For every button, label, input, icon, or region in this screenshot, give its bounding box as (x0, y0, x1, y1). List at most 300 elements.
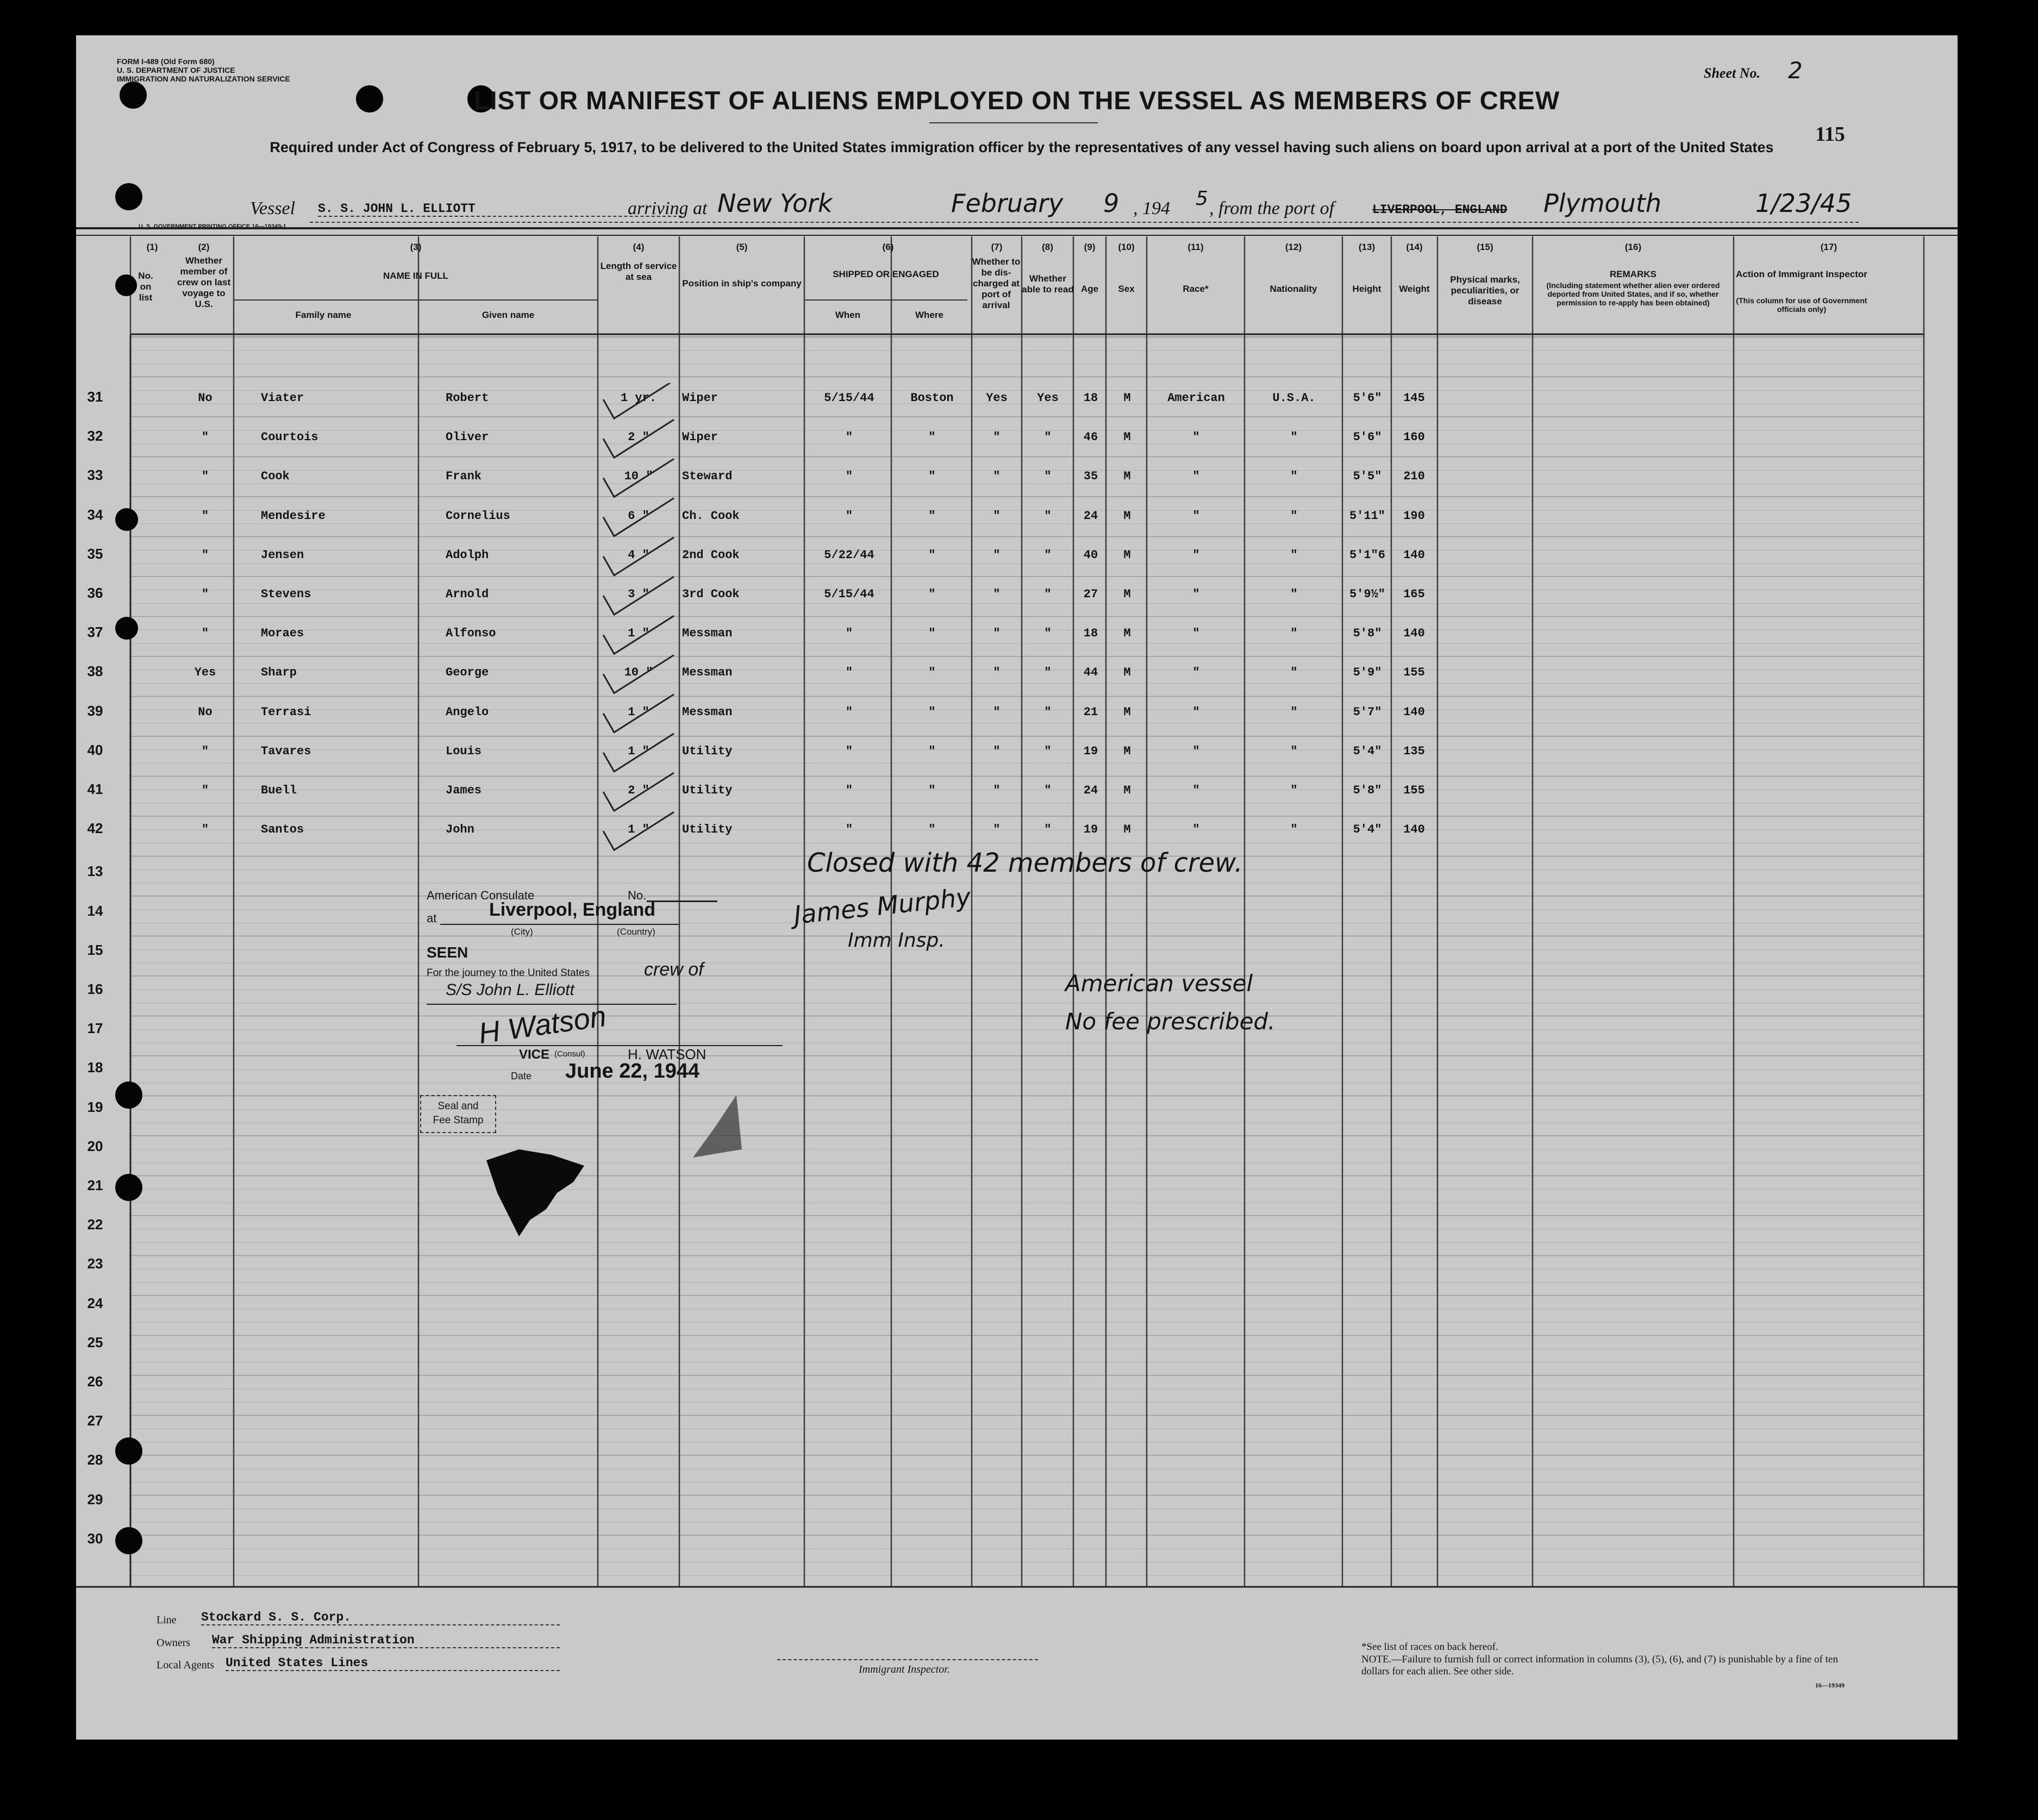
cell-family: Tavares (261, 744, 311, 758)
cell-prev: " (201, 627, 209, 641)
cell-height: 5'8" (1353, 627, 1382, 641)
cell-service: 3 " (628, 587, 649, 601)
cell-prev: " (201, 744, 209, 758)
empty-row-number: 13 (87, 863, 103, 880)
cell-height: 5'7" (1353, 705, 1382, 719)
empty-row-number: 15 (87, 941, 103, 958)
arrival-day: 9 (1103, 189, 1120, 218)
cell-service: 1 yr. (620, 391, 657, 405)
cell-when: 5/15/44 (824, 391, 874, 405)
cell-weight: 145 (1403, 391, 1425, 405)
vessel-line-rule (310, 222, 1859, 223)
cell-position: 3rd Cook (682, 587, 740, 601)
form-identifier: FORM I-489 (Old Form 680) U. S. DEPARTMENT OF JUSTICE IMMIGRATION AND NATURALIZATION SERVICE (117, 57, 290, 83)
cell-height: 5'4" (1353, 744, 1382, 758)
check-mark (603, 383, 674, 418)
footer-owners-label: Owners (157, 1637, 191, 1649)
cell-service: 1 " (628, 627, 649, 641)
header-physical: Physical marks, peculiarities, or disease (1450, 274, 1520, 307)
cell-service: 1 " (628, 705, 649, 719)
footer-note: NOTE.—Failure to furnish full or correct information in columns (3), (5), (6), and (7) is punishable by a fine of ten dollars for each alien. See other side. (1361, 1654, 1838, 1677)
cell-disch: " (993, 666, 1001, 680)
cell-disch: " (993, 627, 1001, 641)
header-race: Race* (1183, 284, 1209, 294)
seal-line-1: Seal and (437, 1100, 479, 1112)
cell-family: Stevens (261, 587, 311, 601)
header-sex: Sex (1118, 284, 1135, 294)
cell-race: " (1192, 470, 1200, 484)
row-number: 40 (87, 741, 103, 758)
vessel-name: S. S. JOHN L. ELLIOTT (318, 202, 682, 217)
consulate-officer: H. WATSON (628, 1046, 707, 1062)
cell-height: 5'9" (1353, 666, 1382, 680)
cell-prev: " (201, 784, 209, 797)
cell-nat: " (1290, 509, 1298, 523)
cell-when: " (845, 744, 853, 758)
consulate-crew-of: crew of (644, 959, 704, 980)
closed-crew-note: Closed with 42 members of crew. (807, 848, 1243, 878)
cell-where: " (928, 470, 936, 484)
cell-race: American (1167, 391, 1225, 405)
inspector-title: Imm Insp. (848, 929, 945, 952)
cell-read: " (1044, 784, 1052, 797)
cell-service: 10 " (624, 666, 653, 680)
cell-where: " (928, 705, 936, 719)
footer-form-code: 16—19349 (1815, 1681, 1845, 1689)
cell-prev: Yes (194, 666, 216, 680)
sheet-number-value: 2 (1788, 57, 1803, 84)
cell-given: Oliver (446, 430, 489, 445)
cell-prev: No (198, 705, 212, 719)
from-port-written: Plymouth (1543, 189, 1662, 218)
cell-when: " (845, 705, 853, 719)
cell-height: 5'1"6 (1349, 548, 1385, 562)
cell-where: " (928, 548, 936, 562)
check-marks (565, 383, 761, 883)
cell-position: Wiper (682, 430, 718, 445)
consulate-journey-text: For the journey to the United States (427, 967, 590, 979)
cell-position: Utility (682, 744, 733, 758)
empty-row-number: 17 (87, 1020, 103, 1037)
check-mark (603, 812, 674, 850)
row-number: 34 (87, 506, 103, 523)
from-date-written: 1/23/45 (1755, 189, 1852, 218)
cell-service: 2 " (628, 784, 649, 797)
consulate-no-rule (647, 900, 717, 902)
cell-weight: 140 (1403, 627, 1425, 641)
footer-agents-value: United States Lines (226, 1656, 560, 1671)
check-mark (603, 459, 674, 497)
cell-position: Ch. Cook (682, 509, 740, 523)
cell-where: " (928, 627, 936, 641)
cell-disch: " (993, 744, 1001, 758)
cell-service: 10 " (624, 470, 653, 484)
american-vessel-note: American vessel (1065, 970, 1253, 997)
cell-age: 18 (1083, 391, 1098, 405)
header-length-service: Length of service at sea (600, 261, 677, 282)
column-number: (1) (146, 242, 158, 252)
cell-family: Mendesire (261, 509, 326, 523)
row-number: 41 (87, 781, 103, 797)
cell-when: " (845, 666, 853, 680)
footer-line-label: Line (157, 1614, 177, 1626)
cell-disch: " (993, 587, 1001, 601)
cell-position: 2nd Cook (682, 548, 740, 562)
cell-service: 4 " (628, 548, 649, 562)
cell-family: Jensen (261, 548, 304, 562)
row-number: 42 (87, 820, 103, 837)
header-discharged: Whether to be dis-charged at port of arrival (972, 257, 1021, 310)
header-no-on-list: No. on list (138, 271, 153, 303)
column-number: (5) (736, 242, 748, 252)
cell-sex: M (1123, 587, 1131, 601)
header-remarks: REMARKS (1610, 269, 1656, 279)
check-mark (603, 655, 674, 693)
footer-inspector-label: Immigrant Inspector. (859, 1663, 950, 1675)
cell-race: " (1192, 509, 1200, 523)
cell-prev: " (201, 430, 209, 445)
manifest-sheet (76, 35, 1958, 1740)
empty-row-number: 29 (87, 1491, 103, 1508)
consulate-city-label: (City) (511, 927, 533, 937)
cell-height: 5'11" (1349, 509, 1385, 523)
cell-family: Moraes (261, 627, 304, 641)
cell-read: Yes (1037, 391, 1059, 405)
empty-row-number: 22 (87, 1216, 103, 1233)
cell-family: Viater (261, 391, 304, 405)
cell-when: 5/15/44 (824, 587, 874, 601)
column-number: (3) (410, 242, 422, 252)
year-prefix: , 194 (1133, 198, 1170, 218)
cell-race: " (1192, 548, 1200, 562)
cell-race: " (1192, 666, 1200, 680)
footer-agents-label: Local Agents (157, 1659, 215, 1671)
header-where: Where (915, 310, 943, 320)
consulate-at-label: at (427, 911, 437, 925)
column-number: (13) (1358, 242, 1376, 252)
cell-nat: " (1290, 666, 1298, 680)
consulate-date-value: June 22, 1944 (565, 1060, 700, 1083)
cell-disch: " (993, 548, 1001, 562)
empty-row-number: 20 (87, 1137, 103, 1154)
cell-given: Alfonso (446, 627, 496, 641)
cell-position: Messman (682, 705, 733, 719)
empty-row-number: 18 (87, 1059, 103, 1076)
cell-where: " (928, 784, 936, 797)
cell-read: " (1044, 587, 1052, 601)
check-mark (603, 420, 674, 458)
row-number: 32 (87, 428, 103, 445)
cell-disch: " (993, 509, 1001, 523)
consulate-vessel: S/S John L. Elliott (446, 981, 574, 999)
cell-prev: " (201, 548, 209, 562)
cell-when: " (845, 509, 853, 523)
empty-row-number: 27 (87, 1412, 103, 1429)
inspector-signature-rule (777, 1659, 1038, 1660)
cell-race: " (1192, 627, 1200, 641)
title-underline (929, 122, 1098, 123)
page-title: LIST OR MANIFEST OF ALIENS EMPLOYED ON THE VESSEL AS MEMBERS OF CREW (473, 86, 1560, 115)
cell-weight: 165 (1403, 587, 1425, 601)
header-action: Action of Immigrant Inspector (1736, 269, 1867, 279)
cell-age: 18 (1083, 627, 1098, 641)
consulate-label: American Consulate (427, 889, 535, 902)
cell-sex: M (1123, 391, 1131, 405)
column-number: (7) (991, 242, 1003, 252)
row-number: 39 (87, 702, 103, 719)
cell-family: Santos (261, 823, 304, 837)
footer-line-value: Stockard S. S. Corp. (201, 1610, 560, 1625)
column-number: (17) (1820, 242, 1837, 252)
cell-sex: M (1123, 470, 1131, 484)
consulate-vessel-rule (427, 1004, 677, 1005)
cell-weight: 190 (1403, 509, 1425, 523)
cell-sex: M (1123, 430, 1131, 445)
consulate-no-label: No. (628, 889, 647, 902)
cell-read: " (1044, 627, 1052, 641)
cell-where: " (928, 744, 936, 758)
empty-row-number: 26 (87, 1373, 103, 1390)
punch-hole (115, 274, 137, 296)
cell-race: " (1192, 823, 1200, 837)
cell-sex: M (1123, 823, 1131, 837)
cell-position: Utility (682, 784, 733, 797)
cell-nat: " (1290, 587, 1298, 601)
column-number: (2) (198, 242, 210, 252)
cell-when: " (845, 430, 853, 445)
year-suffix: 5 (1196, 187, 1208, 210)
cell-where: " (928, 430, 936, 445)
cell-family: Buell (261, 784, 297, 797)
consulate-country-label: (Country) (617, 927, 655, 937)
inspector-signature: James Murphy (792, 882, 972, 930)
cell-weight: 135 (1403, 744, 1425, 758)
row-number: 33 (87, 467, 103, 484)
consulate-signature-rule (457, 1045, 783, 1046)
cell-disch: " (993, 430, 1001, 445)
vessel-label: Vessel (250, 198, 296, 218)
punch-hole (115, 183, 142, 210)
header-nationality: Nationality (1270, 284, 1317, 294)
header-age: Age (1080, 284, 1099, 294)
check-mark (603, 734, 674, 772)
consulate-signature: H Watson (476, 999, 609, 1050)
cell-sex: M (1123, 705, 1131, 719)
check-mark (603, 498, 674, 536)
empty-row-number: 16 (87, 981, 103, 997)
cell-age: 27 (1083, 587, 1098, 601)
cell-sex: M (1123, 666, 1131, 680)
cell-given: Robert (446, 391, 489, 405)
arriving-port: New York (717, 189, 833, 218)
column-number: (8) (1042, 242, 1053, 252)
row-number: 38 (87, 663, 103, 680)
arrival-month: February (951, 189, 1064, 218)
cell-sex: M (1123, 627, 1131, 641)
header-action-note: (This column for use of Government officials only) (1736, 296, 1867, 314)
empty-row-number: 23 (87, 1255, 103, 1272)
cell-sex: M (1123, 784, 1131, 797)
cell-age: 46 (1083, 430, 1098, 445)
cell-nat: " (1290, 430, 1298, 445)
row-number: 31 (87, 389, 103, 405)
cell-family: Sharp (261, 666, 297, 680)
column-number: (15) (1477, 242, 1493, 252)
cell-disch: " (993, 705, 1001, 719)
header-prev-crew: Whether member of crew on last voyage to U.S. (177, 255, 231, 309)
row-number: 35 (87, 545, 103, 562)
cell-when: " (845, 470, 853, 484)
cell-where: " (928, 823, 936, 837)
cell-age: 40 (1083, 548, 1098, 562)
footer-races-note: *See list of races on back hereof. (1361, 1641, 1498, 1653)
check-mark (603, 616, 674, 654)
cell-service: 2 " (628, 430, 649, 445)
cell-nat: " (1290, 744, 1298, 758)
header-given-name: Given name (482, 310, 535, 320)
cell-prev: " (201, 470, 209, 484)
cell-prev: " (201, 823, 209, 837)
column-number: (11) (1187, 242, 1204, 252)
cell-when: 5/22/44 (824, 548, 874, 562)
seal-line-2: Fee Stamp (433, 1115, 484, 1126)
arriving-label: arriving at (628, 198, 708, 218)
header-shipped: SHIPPED OR ENGAGED (833, 269, 939, 279)
column-number: (6) (882, 242, 894, 252)
column-number: (14) (1406, 242, 1423, 252)
cell-prev: " (201, 509, 209, 523)
cell-race: " (1192, 744, 1200, 758)
cell-given: Adolph (446, 548, 489, 562)
header-name-in-full: NAME IN FULL (383, 271, 448, 281)
empty-row-number: 14 (87, 902, 103, 919)
consulate-seen: SEEN (427, 944, 468, 961)
footer-owners-value: War Shipping Administration (212, 1633, 560, 1648)
cell-given: George (446, 666, 489, 680)
cell-sex: M (1123, 548, 1131, 562)
cell-service: 1 " (628, 744, 649, 758)
cell-age: 19 (1083, 823, 1098, 837)
from-port-typed: LIVERPOOL, ENGLAND (1372, 203, 1508, 217)
cell-service: 6 " (628, 509, 649, 523)
ink-blot (486, 1149, 595, 1242)
cell-service: 1 " (628, 823, 649, 837)
header-remarks-note: (Including statement whether alien ever ordered deported from United States, and if so, whether permission to re-apply has been obtained) (1546, 281, 1720, 307)
cell-given: James (446, 784, 482, 797)
cell-read: " (1044, 509, 1052, 523)
no-fee-note: No fee prescribed. (1065, 1008, 1276, 1035)
cell-given: John (446, 823, 474, 837)
seal-box (420, 1095, 496, 1133)
cell-sex: M (1123, 509, 1131, 523)
cell-nat: " (1290, 705, 1298, 719)
consulate-city-rule (440, 924, 679, 925)
cell-nat: " (1290, 548, 1298, 562)
cell-when: " (845, 823, 853, 837)
row-number: 37 (87, 624, 103, 641)
cell-given: Angelo (446, 705, 489, 719)
page-number: 115 (1815, 123, 1845, 146)
column-number: (10) (1118, 242, 1135, 252)
cell-prev: " (201, 587, 209, 601)
empty-row-number: 28 (87, 1452, 103, 1468)
cell-age: 21 (1083, 705, 1098, 719)
cell-given: Frank (446, 470, 482, 484)
column-number: (4) (633, 242, 645, 252)
cell-disch: " (993, 470, 1001, 484)
cell-height: 5'5" (1353, 470, 1382, 484)
sheet-number-label: Sheet No. (1704, 65, 1760, 81)
printing-office: U. S. GOVERNMENT PRINTING OFFICE 16—19349-1 (139, 223, 287, 230)
check-mark (603, 537, 674, 576)
cell-nat: " (1290, 823, 1298, 837)
cell-given: Louis (446, 744, 482, 758)
from-port-label: , from the port of (1209, 198, 1335, 218)
cell-weight: 140 (1403, 548, 1425, 562)
consulate-consul-label: (Consul) (554, 1049, 585, 1059)
cell-family: Courtois (261, 430, 318, 445)
cell-weight: 140 (1403, 705, 1425, 719)
cell-position: Steward (682, 470, 733, 484)
check-mark (603, 773, 674, 811)
cell-race: " (1192, 587, 1200, 601)
cell-age: 44 (1083, 666, 1098, 680)
header-when: When (835, 310, 861, 320)
cell-where: Boston (910, 391, 954, 405)
cell-family: Terrasi (261, 705, 311, 719)
column-number: (16) (1624, 242, 1642, 252)
empty-row-number: 25 (87, 1334, 103, 1350)
cell-nat: U.S.A. (1272, 391, 1316, 405)
cell-where: " (928, 509, 936, 523)
cell-age: 19 (1083, 744, 1098, 758)
cell-read: " (1044, 744, 1052, 758)
cell-given: Cornelius (446, 509, 510, 523)
empty-row-number: 21 (87, 1177, 103, 1193)
cell-read: " (1044, 666, 1052, 680)
cell-position: Utility (682, 823, 733, 837)
cell-prev: No (198, 391, 212, 405)
header-able-read: Whether able to read (1022, 273, 1074, 295)
header-weight: Weight (1399, 284, 1430, 294)
consulate-city: Liverpool, England (489, 899, 656, 920)
cell-age: 24 (1083, 509, 1098, 523)
cell-position: Messman (682, 627, 733, 641)
cell-race: " (1192, 784, 1200, 797)
cell-height: 5'8" (1353, 784, 1382, 797)
cell-weight: 155 (1403, 784, 1425, 797)
cell-where: " (928, 666, 936, 680)
cell-disch: " (993, 823, 1001, 837)
header-family-name: Family name (295, 310, 352, 320)
column-number: (9) (1084, 242, 1096, 252)
header-position: Position in ship's company (682, 278, 802, 289)
cell-weight: 140 (1403, 823, 1425, 837)
cell-nat: " (1290, 784, 1298, 797)
cell-nat: " (1290, 470, 1298, 484)
empty-row-number: 30 (87, 1530, 103, 1547)
empty-row-number: 24 (87, 1294, 103, 1311)
check-mark (603, 695, 674, 733)
cell-race: " (1192, 705, 1200, 719)
cell-given: Arnold (446, 587, 489, 601)
cell-position: Messman (682, 666, 733, 680)
column-number: (12) (1285, 242, 1302, 252)
cell-age: 35 (1083, 470, 1098, 484)
cell-sex: M (1123, 744, 1131, 758)
cell-weight: 155 (1403, 666, 1425, 680)
cell-nat: " (1290, 627, 1298, 641)
